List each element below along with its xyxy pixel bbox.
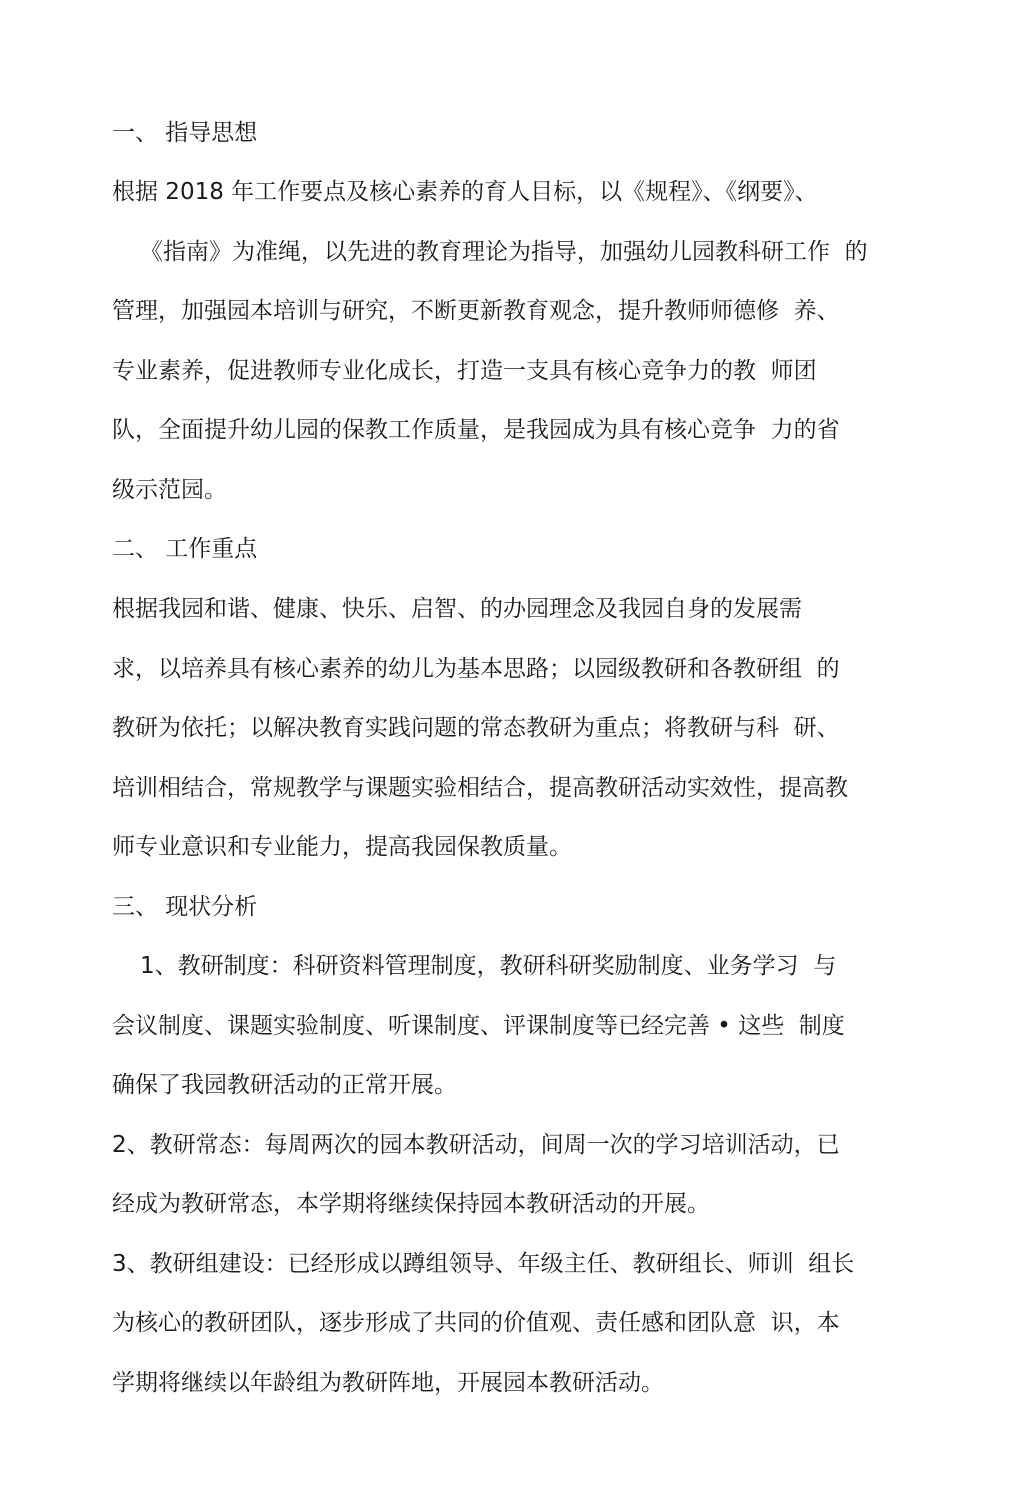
paragraph-line: 学期将继续以年龄组为教研阵地，开展园本教研活动。	[112, 1370, 664, 1396]
paragraph-line: 级示范园。	[112, 477, 227, 503]
paragraph-line: 经成为教研常态，本学期将继续保持园本教研活动的开展。	[112, 1191, 710, 1217]
paragraph-line: 队，全面提升幼儿园的保教工作质量，是我园成为具有核心竞争 力的省	[112, 417, 840, 443]
paragraph-line: 会议制度、课题实验制度、听课制度、评课制度等已经完善 • 这些 制度	[112, 1013, 845, 1039]
paragraph-line: 教研为依托；以解决教育实践问题的常态教研为重点；将教研与科 研、	[112, 715, 840, 741]
paragraph-line: 1、教研制度：科研资料管理制度，教研科研奖励制度、业务学习 与	[140, 953, 837, 979]
paragraph-line: 为核心的教研团队，逐步形成了共同的价值观、责任感和团队意 识，本	[112, 1310, 840, 1336]
paragraph-line: 求，以培养具有核心素养的幼儿为基本思路；以园级教研和各教研组 的	[112, 656, 840, 682]
paragraph-line: 确保了我园教研活动的正常开展。	[112, 1072, 457, 1098]
heading-status-analysis: 三、 现状分析	[112, 894, 258, 920]
paragraph-line: 培训相结合，常规教学与课题实验相结合，提高教研活动实效性，提高教	[112, 775, 848, 801]
paragraph-line: 管理，加强园本培训与研究，不断更新教育观念，提升教师师德修 养、	[112, 298, 840, 324]
paragraph-line: 2、教研常态：每周两次的园本教研活动，间周一次的学习培训活动，已	[112, 1132, 840, 1158]
paragraph-line: 《指南》为准绳，以先进的教育理论为指导，加强幼儿园教科研工作 的	[140, 239, 868, 265]
heading-guiding-ideology: 一、 指导思想	[112, 120, 258, 146]
paragraph-line: 师专业意识和专业能力，提高我园保教质量。	[112, 834, 572, 860]
heading-work-focus: 二、 工作重点	[112, 536, 258, 562]
paragraph-line: 3、教研组建设：已经形成以蹲组领导、年级主任、教研组长、师训 组长	[112, 1251, 855, 1277]
paragraph-line: 根据我园和谐、健康、快乐、启智、的办园理念及我园自身的发展需	[112, 596, 802, 622]
paragraph-line: 专业素养，促进教师专业化成长，打造一支具有核心竞争力的教 师团	[112, 358, 817, 384]
paragraph-line: 根据 2018 年工作要点及核心素养的育人目标，以《规程》、《纲要》、	[112, 179, 818, 205]
